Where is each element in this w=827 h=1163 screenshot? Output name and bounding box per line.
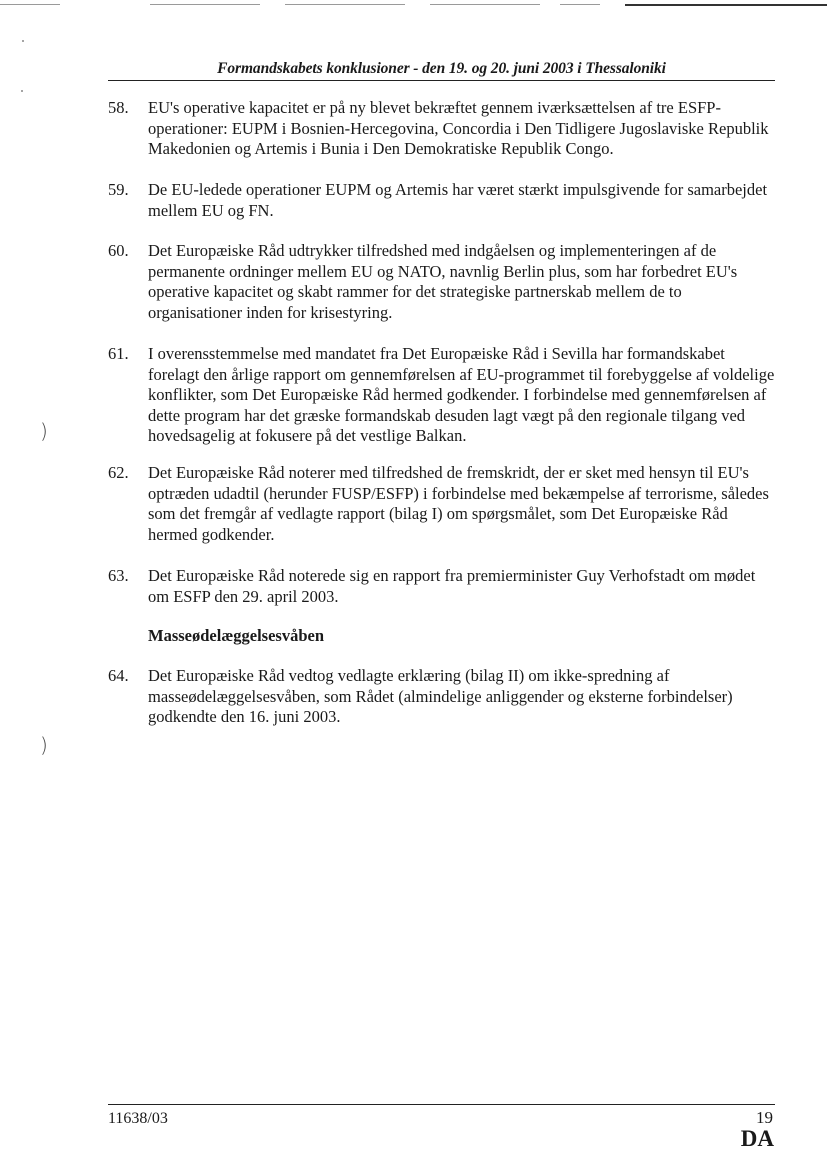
paragraph-text: I overensstemmelse med mandatet fra Det Europæiske Råd i Sevilla har formandskabet forelagt den årlige rapport om gennemførelsen af EU-programmet til forebyggelse af voldelige konflikter, som Det Europæiske Råd hermed godkender. I forbindelse med gennemførelsen af dette program har det græske formandskab desuden lagt vægt på den regionale tilgang ved hovedsagelig at fokusere på det vestlige Balkan. <box>148 344 775 445</box>
page-number: 19 <box>756 1108 773 1127</box>
paragraph-63 <box>108 566 778 607</box>
scan-artifact-top <box>0 2 827 8</box>
paragraph-text: Det Europæiske Råd noterede sig en rapport fra premierminister Guy Verhofstadt om mødet om ESFP den 29. april 2003. <box>148 566 756 606</box>
running-header-title: Formandskabets konklusioner - den 19. og 20. juni 2003 i Thessaloniki <box>217 60 666 77</box>
paragraph-number: 58. <box>108 98 129 117</box>
document-reference: 11638/03 <box>108 1110 168 1127</box>
paragraph-text: Det Europæiske Råd noterer med tilfredshed de fremskridt, der er sket med hensyn til EU's optræden udadtil (herunder FUSP/ESFP) i forbindelse med bekæmpelse af terrorisme, således som det fremgår af vedlagte rapport (bilag I) om spørgsmålet, som Det Europæiske Råd hermed godkender. <box>148 463 769 544</box>
paragraph-64 <box>108 666 778 728</box>
section-subheading: Masseødelæggelsesvåben <box>148 626 324 645</box>
paragraph-number: 61. <box>108 344 129 363</box>
paragraph-59 <box>108 180 778 221</box>
paragraph-text: De EU-ledede operationer EUPM og Artemis har været stærkt impulsgivende for samarbejdet mellem EU og FN. <box>148 180 768 220</box>
paragraph-62 <box>108 463 778 545</box>
paragraph-number: 64. <box>108 666 129 685</box>
paragraph-number: 60. <box>108 241 129 260</box>
header-rule <box>108 80 775 81</box>
margin-bracket-mark: ) <box>40 419 48 443</box>
paragraph-60 <box>108 241 778 323</box>
footer-rule <box>108 1104 775 1105</box>
language-code: DA <box>740 1126 774 1151</box>
paragraph-number: 62. <box>108 463 129 482</box>
margin-bracket-mark: ) <box>40 733 48 757</box>
paragraph-number: 59. <box>108 180 129 199</box>
paragraph-text: Det Europæiske Råd udtrykker tilfredshed med indgåelsen og implementeringen af de permanente ordninger mellem EU og NATO, navnlig Berlin plus, som har forbedret EU's operative kapacitet og skabt rammer for det strategiske partnerskab mellem de to organisationer inden for krisestyring. <box>148 241 738 322</box>
paragraph-58 <box>108 98 778 160</box>
paragraph-61 <box>108 344 778 447</box>
paragraph-text: EU's operative kapacitet er på ny blevet bekræftet gennem iværksættelsen af tre ESFP-operationer: EUPM i Bosnien-Hercegovina, Concordia i Den Tidligere Jugoslaviske Republik Makedonien og Artemis i Bunia i Den Demokratiske Republik Congo. <box>148 98 769 158</box>
scan-speck <box>22 40 24 42</box>
paragraph-number: 63. <box>108 566 129 585</box>
paragraph-text: Det Europæiske Råd vedtog vedlagte erklæring (bilag II) om ikke-spredning af masseødelæggelsesvåben, som Rådet (almindelige anliggender og eksterne forbindelser) godkendte den 16. juni 2003. <box>148 666 733 726</box>
scan-speck <box>21 90 23 92</box>
